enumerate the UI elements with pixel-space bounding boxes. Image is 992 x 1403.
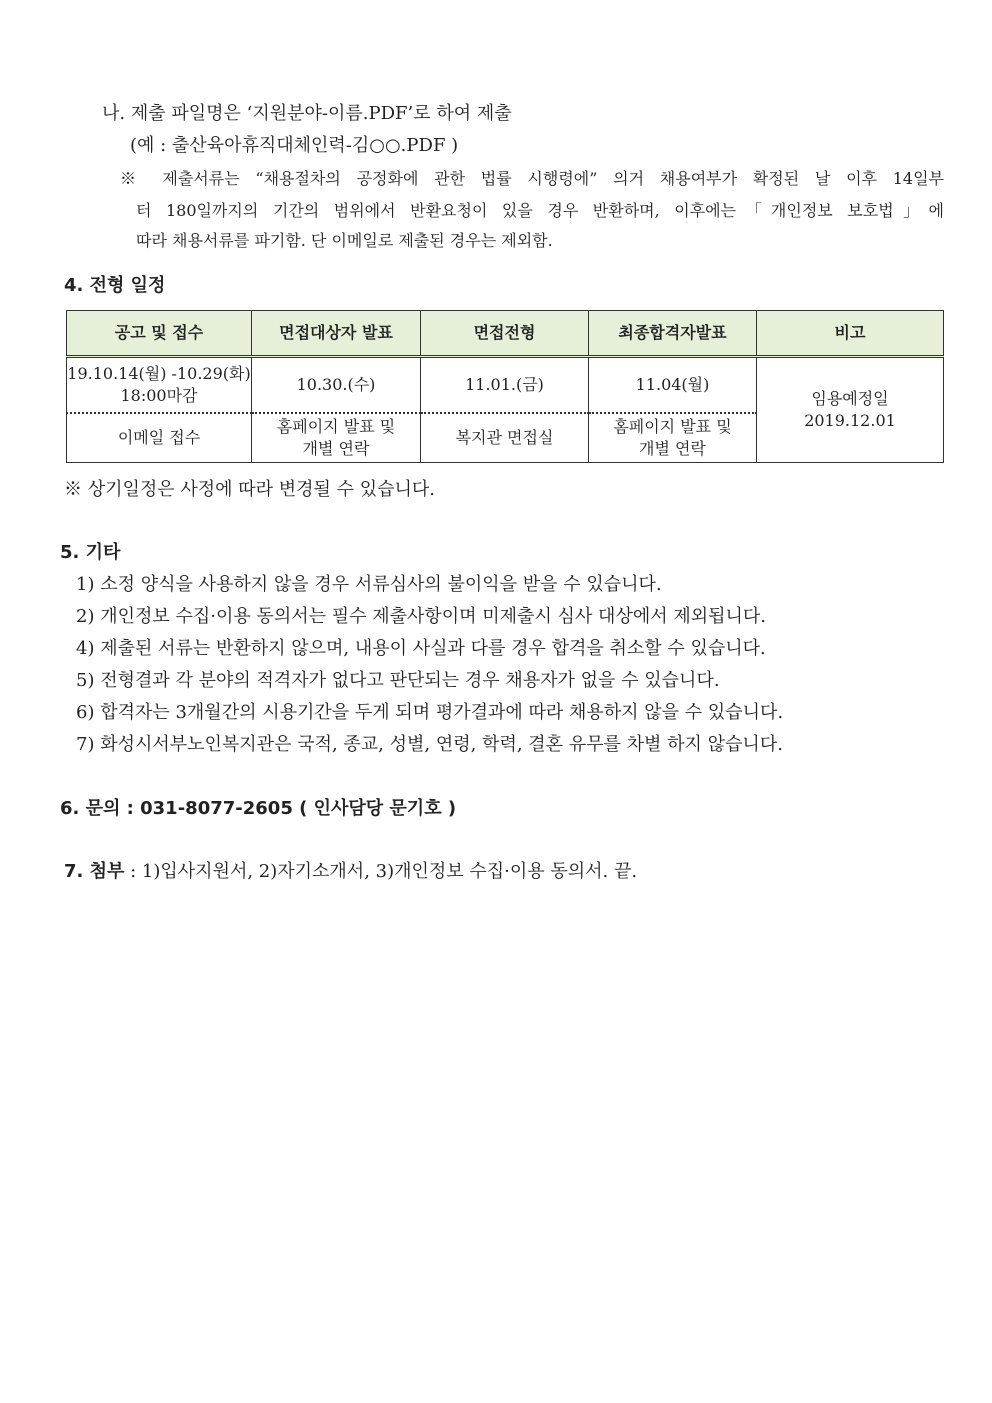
cell-interview-location: 복지관 면접실 bbox=[421, 413, 589, 463]
header-interview: 면접전형 bbox=[421, 311, 589, 357]
etc-item: 6) 합격자는 3개월간의 시용기간을 두게 되며 평가결과에 따라 채용하지 않을 수 있습니다. bbox=[76, 702, 784, 723]
cell-final-date: 11.04(월) bbox=[589, 357, 757, 414]
attachment-line bbox=[64, 859, 637, 885]
schedule-heading: 4. 전형 일정 bbox=[64, 275, 166, 296]
final-method-line1: 홈페이지 발표 및 bbox=[613, 417, 732, 436]
cell-final-method bbox=[589, 413, 757, 463]
submission-example: (예 : 출산육아휴직대체인력-김○○.PDF ) bbox=[130, 135, 459, 156]
schedule-header-row bbox=[67, 311, 944, 357]
cell-remarks bbox=[757, 357, 944, 463]
cell-candidates-date: 10.30.(수) bbox=[252, 357, 421, 414]
attachment-list: : 1)입사지원서, 2)자기소개서, 3)개인정보 수집·이용 동의서. 끝. bbox=[130, 861, 638, 882]
etc-item: 7) 화성시서부노인복지관은 국적, 종교, 성별, 연령, 학력, 결혼 유무를 차별 하지 않습니다. bbox=[76, 734, 783, 755]
header-final-result: 최종합격자발표 bbox=[589, 311, 757, 357]
etc-heading: 5. 기타 bbox=[60, 542, 121, 563]
cell-interview-date: 11.01.(금) bbox=[421, 357, 589, 414]
final-method-line2: 개별 연락 bbox=[639, 439, 706, 458]
submission-note-line3: 따라 채용서류를 파기함. 단 이메일로 제출된 경우는 제외함. bbox=[136, 231, 553, 250]
submission-note-line2: 터 180일까지의 기간의 범위에서 반환요청이 있을 경우 반환하며, 이후에는「개인정보 보호법」에 bbox=[136, 201, 944, 220]
candidates-method-line1: 홈페이지 발표 및 bbox=[276, 417, 396, 436]
header-announcement: 공고 및 접수 bbox=[67, 311, 252, 357]
schedule-date-row bbox=[67, 357, 944, 414]
remark-label: 임용예정일 bbox=[811, 389, 889, 408]
submission-note-line1: ※ 제출서류는 “채용절차의 공정화에 관한 법률 시행령에” 의거 채용여부가 확정된 날 이후 14일부 bbox=[120, 169, 944, 188]
application-deadline: 18:00마감 bbox=[120, 386, 198, 405]
etc-item: 1) 소정 양식을 사용하지 않을 경우 서류심사의 불이익을 받을 수 있습니다. bbox=[76, 574, 662, 595]
schedule-table bbox=[66, 310, 944, 463]
attachment-label: 7. 첨부 bbox=[64, 861, 125, 882]
header-remarks: 비고 bbox=[757, 311, 944, 357]
etc-item: 4) 제출된 서류는 반환하지 않으며, 내용이 사실과 다를 경우 합격을 취소할 수 있습니다. bbox=[76, 638, 766, 659]
contact-info: 6. 문의 : 031-8077-2605 ( 인사담당 문기호 ) bbox=[60, 798, 457, 819]
remark-date: 2019.12.01 bbox=[804, 411, 896, 430]
schedule-note: ※ 상기일정은 사정에 따라 변경될 수 있습니다. bbox=[64, 479, 436, 500]
cell-application-period bbox=[67, 357, 252, 414]
submission-filename-rule: 나. 제출 파일명은 ‘지원분야-이름.PDF’로 하여 제출 bbox=[102, 103, 512, 124]
cell-candidates-method bbox=[252, 413, 421, 463]
candidates-method-line2: 개별 연락 bbox=[302, 439, 370, 458]
etc-item: 2) 개인정보 수집·이용 동의서는 필수 제출사항이며 미제출시 심사 대상에서 제외됩니다. bbox=[76, 606, 766, 627]
application-period-dates: 19.10.14(월) -10.29(화) bbox=[67, 364, 251, 383]
cell-application-method: 이메일 접수 bbox=[67, 413, 252, 463]
etc-item: 5) 전형결과 각 분야의 적격자가 없다고 판단되는 경우 채용자가 없을 수 있습니다. bbox=[76, 670, 720, 691]
header-interview-candidates: 면접대상자 발표 bbox=[252, 311, 421, 357]
